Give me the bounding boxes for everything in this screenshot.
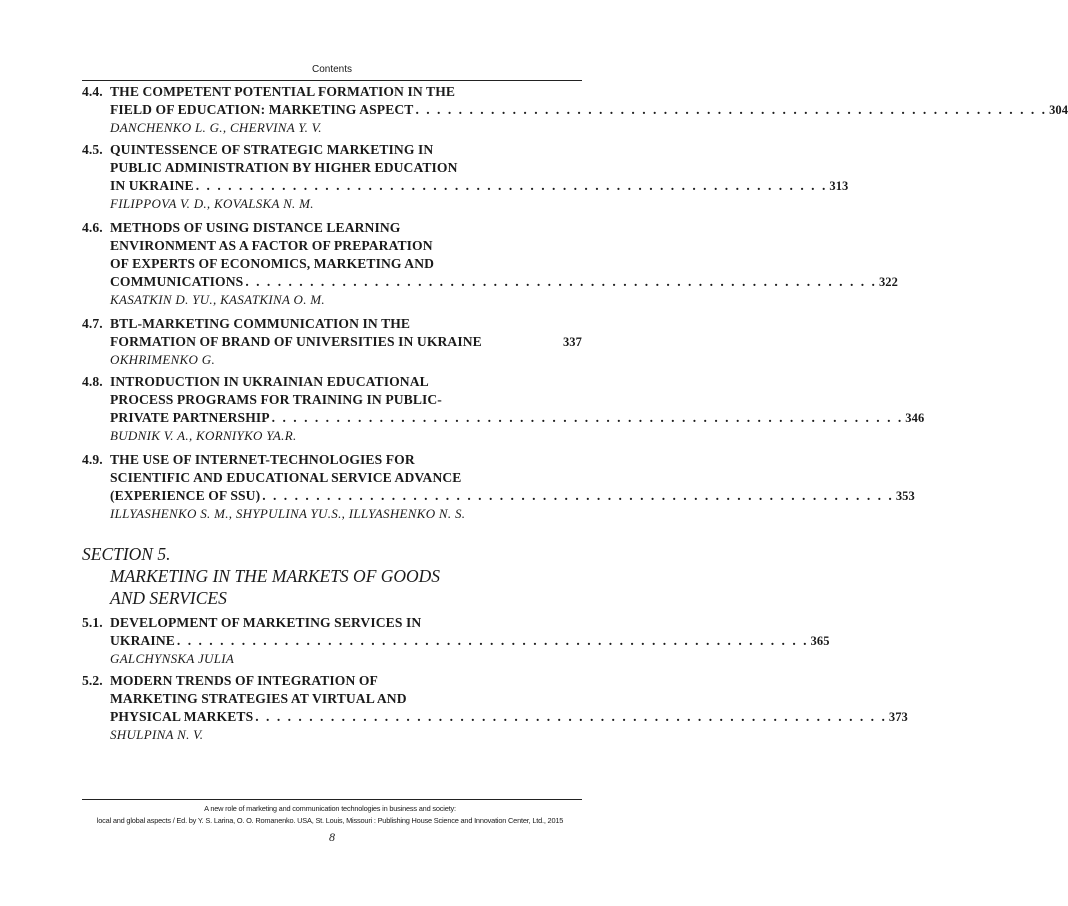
entry-title-line	[82, 237, 582, 255]
entry-title-text: INTRODUCTION IN UKRAINIAN EDUCATIONAL	[110, 374, 429, 389]
entry-title-line	[82, 333, 582, 351]
leader-dots: . . . . . . . . . . . . . . . . . . . . . . . . . . . . . . . . . . . . . . . . . . . . . . . . . . . . . . . . . . .	[271, 410, 904, 425]
entry-title-text: BTL-MARKETING COMMUNICATION IN THE	[110, 316, 411, 331]
toc-entry-4-5[interactable]	[82, 141, 849, 213]
entry-number: 4.9.	[82, 452, 103, 467]
running-header: Contents	[311, 64, 353, 75]
entry-title-text: SCIENTIFIC AND EDUCATIONAL SERVICE ADVANCE	[110, 470, 462, 485]
entry-number: 4.6.	[82, 220, 103, 235]
entry-title-text: THE USE OF INTERNET-TECHNOLOGIES FOR	[110, 452, 415, 467]
section-label: SECTION 5.	[82, 544, 171, 564]
entry-title-line	[82, 487, 915, 505]
leader-dots: . . . . . . . . . . . . . . . . . . . . . . . . . . . . . . . . . . . . . . . . . . . . . . . . . . . . . . . . . . .	[255, 709, 887, 724]
entry-title-text: ENVIRONMENT AS A FACTOR OF PREPARATION	[110, 238, 433, 253]
entry-page-number: 304	[1049, 103, 1068, 117]
entry-title-line	[82, 373, 582, 391]
section-title-line: AND SERVICES	[110, 588, 227, 608]
section-title-line: MARKETING IN THE MARKETS OF GOODS	[110, 566, 441, 586]
footer-line-1: A new role of marketing and communication technologies in business and society:	[204, 804, 456, 813]
entry-authors: ILLYASHENKO S. M., SHYPULINA YU.S., ILLYASHENKO N. S.	[110, 506, 466, 521]
entry-title-line	[82, 177, 849, 195]
entry-title-line	[82, 469, 582, 487]
entry-number: 4.5.	[82, 142, 103, 157]
entry-title-line	[82, 219, 582, 237]
entry-title-text: (EXPERIENCE OF SSU)	[110, 488, 261, 503]
entry-title-line	[82, 159, 582, 177]
entry-title-text: THE COMPETENT POTENTIAL FORMATION IN THE	[110, 84, 456, 99]
entry-title-text: FORMATION OF BRAND OF UNIVERSITIES IN UKRAINE	[110, 334, 482, 349]
entry-number: 5.1.	[82, 615, 103, 630]
entry-title-line	[82, 409, 925, 427]
entry-title-line	[82, 315, 582, 333]
toc-entry-4-8[interactable]	[82, 373, 925, 445]
entry-title-text: MODERN TRENDS OF INTEGRATION OF	[110, 673, 378, 688]
entry-title-text: COMMUNICATIONS	[110, 274, 244, 289]
entry-title-text: PRIVATE PARTNERSHIP	[110, 410, 270, 425]
entry-authors: DANCHENKO L. G., CHERVINA Y. V.	[110, 120, 322, 135]
entry-number: 5.2.	[82, 673, 103, 688]
entry-authors: KASATKIN D. YU., KASATKINA O. M.	[110, 292, 325, 307]
toc-entry-4-4[interactable]	[82, 83, 1068, 137]
entry-title-line	[82, 708, 908, 726]
toc-entry-4-7[interactable]	[82, 315, 582, 369]
toc-entry-5-2[interactable]	[82, 672, 908, 744]
entry-page-number: 313	[829, 179, 849, 193]
entry-title-line	[82, 141, 582, 159]
entry-title-line	[82, 632, 830, 650]
footer-rule	[82, 799, 582, 800]
page-number: 8	[329, 830, 335, 844]
entry-title-line	[82, 273, 898, 291]
entry-title-text: OF EXPERTS OF ECONOMICS, MARKETING AND	[110, 256, 435, 271]
header-rule	[82, 80, 582, 81]
entry-title-line	[82, 451, 582, 469]
entry-page-number: 373	[888, 710, 908, 724]
leader-dots: . . . . . . . . . . . . . . . . . . . . . . . . . . . . . . . . . . . . . . . . . . . . . . . . . . . . . . . . . . .	[176, 633, 809, 648]
entry-authors: BUDNIK V. A., KORNIYKO YA.R.	[110, 428, 297, 443]
leader-dots: . . . . . . . . . . . . . . . . . . . . . . . . . . . . . . . . . . . . . . . . . . . . . . . . . . . . . . . . . . .	[195, 178, 828, 193]
entry-title-line	[82, 83, 582, 101]
leader-dots: . . . . . . . . . . . . . . . . . . . . . . . . . . . . . . . . . . . . . . . . . . . . . . . . . . . . . . . . . . .	[262, 488, 894, 503]
entry-title-text: MARKETING STRATEGIES AT VIRTUAL AND	[110, 691, 407, 706]
entry-title-text: PHYSICAL MARKETS	[110, 709, 254, 724]
entry-number: 4.4.	[82, 84, 103, 99]
entry-page-number: 365	[810, 634, 830, 648]
entry-page-number: 346	[905, 411, 925, 425]
entry-number: 4.8.	[82, 374, 103, 389]
leader-dots: . . . . . . . . . . . . . . . . . . . . . . . . . . . . . . . . . . . . . . . . . . . . . . . . . . . . . . . . . . .	[245, 274, 877, 289]
entry-title-text: METHODS OF USING DISTANCE LEARNING	[110, 220, 401, 235]
entry-authors: SHULPINA N. V.	[110, 727, 204, 742]
section-heading[interactable]	[82, 543, 582, 609]
toc-entry-4-9[interactable]	[82, 451, 915, 523]
entry-authors: FILIPPOVA V. D., KOVALSKA N. M.	[110, 196, 314, 211]
entry-title-text: QUINTESSENCE OF STRATEGIC MARKETING IN	[110, 142, 434, 157]
entry-authors: OKHRIMENKO G.	[110, 352, 216, 367]
entry-title-line	[82, 255, 582, 273]
entry-title-line	[82, 672, 582, 690]
leader-dots: . . . . . . . . . . . . . . . . . . . . . . . . . . . . . . . . . . . . . . . . . . . . . . . . . . . . . . . . . . .	[415, 102, 1048, 117]
entry-page-number: 337	[562, 335, 582, 349]
entry-title-text: PROCESS PROGRAMS FOR TRAINING IN PUBLIC-	[110, 392, 442, 407]
entry-title-line	[82, 690, 582, 708]
entry-page-number: 353	[895, 489, 915, 503]
entry-page-number: 322	[878, 275, 898, 289]
entry-title-text: UKRAINE	[110, 633, 175, 648]
toc-entry-4-6[interactable]	[82, 219, 898, 309]
entry-title-line	[82, 101, 1068, 119]
footer-line-2: local and global aspects / Ed. by Y. S. Larina, O. O. Romanenko. USA, St. Louis, Missouri : Publishing House Science and Innovation Center, Ltd., 2015	[96, 816, 564, 825]
footer-citation	[60, 803, 600, 827]
entry-title-text: FIELD OF EDUCATION: MARKETING ASPECT	[110, 102, 414, 117]
entry-title-line	[82, 614, 582, 632]
entry-title-text: IN UKRAINE	[110, 178, 194, 193]
entry-title-text: DEVELOPMENT OF MARKETING SERVICES IN	[110, 615, 422, 630]
entry-authors: GALCHYNSKA JULIA	[110, 651, 235, 666]
entry-title-line	[82, 391, 582, 409]
entry-number: 4.7.	[82, 316, 103, 331]
toc-entry-5-1[interactable]	[82, 614, 830, 668]
entry-title-text: PUBLIC ADMINISTRATION BY HIGHER EDUCATION	[110, 160, 458, 175]
